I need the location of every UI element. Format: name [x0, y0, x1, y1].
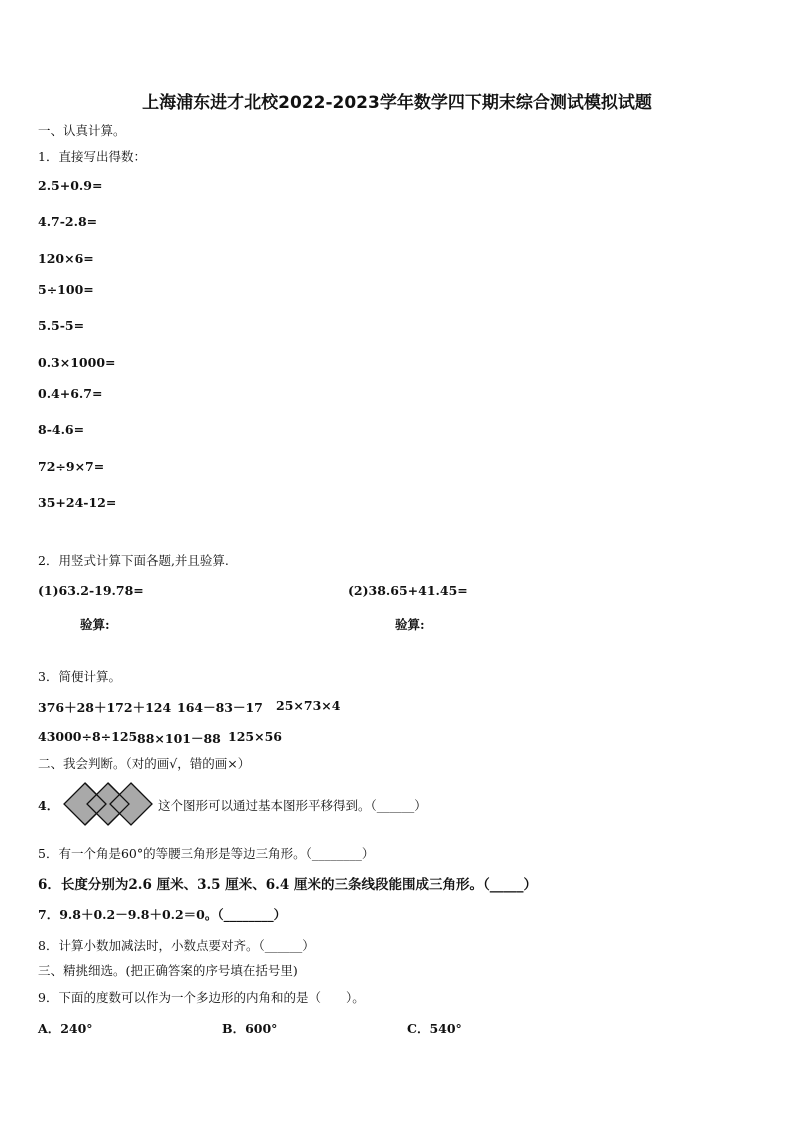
check-label-2: 验算: — [395, 617, 425, 632]
section-1-heading: 一、认真计算。 — [38, 123, 126, 138]
section-3-heading: 三、精挑细选。(把正确答案的序号填在括号里) — [38, 963, 298, 978]
page-title: 上海浦东进才北校2022-2023学年数学四下期末综合测试模拟试题 — [142, 93, 652, 113]
simplify-item: 164－83－17 — [177, 700, 263, 715]
option-c: C．540° — [407, 1021, 462, 1036]
question-7: 7．9.8＋0.2－9.8＋0.2＝0。（________） — [38, 907, 287, 922]
question-6: 6．长度分别为2.6 厘米、3.5 厘米、6.4 厘米的三条线段能围成三角形。（_____） — [38, 877, 537, 893]
question-9: 9．下面的度数可以作为一个多边形的内角和的是（ ）。 — [38, 990, 365, 1005]
calc-item: 35+24-12= — [38, 495, 117, 510]
calc-item: 0.3×1000= — [38, 355, 116, 370]
simplify-item: 43000÷8÷125 — [38, 729, 138, 744]
vertical-calc-1: (1)63.2-19.78= — [38, 583, 144, 598]
question-2-prompt: 2．用竖式计算下面各题,并且验算. — [38, 553, 229, 568]
question-4-text: 这个图形可以通过基本图形平移得到。（______） — [158, 798, 427, 813]
question-3-prompt: 3．简便计算。 — [38, 669, 121, 684]
question-8: 8．计算小数加减法时，小数点要对齐。（______） — [38, 938, 315, 953]
question-4-number: 4． — [38, 798, 60, 813]
diamond-shape — [110, 783, 152, 825]
calc-item: 0.4+6.7= — [38, 386, 103, 401]
calc-item: 4.7-2.8= — [38, 214, 98, 229]
calc-item: 120×6= — [38, 251, 94, 266]
simplify-item: 376＋28＋172＋124 — [38, 700, 172, 715]
calc-item: 72÷9×7= — [38, 459, 105, 474]
simplify-item: 125×56 — [228, 729, 282, 744]
calc-item: 5÷100= — [38, 282, 94, 297]
diamond-pattern-figure — [62, 781, 154, 827]
simplify-item: 88×101－88 — [137, 731, 221, 746]
option-b: B．600° — [222, 1021, 278, 1036]
question-5: 5．有一个角是60°的等腰三角形是等边三角形。（________） — [38, 846, 375, 861]
vertical-calc-2: (2)38.65+41.45= — [348, 583, 468, 598]
simplify-item: 25×73×4 — [276, 698, 341, 713]
calc-item: 8-4.6= — [38, 422, 85, 437]
question-1-prompt: 1．直接写出得数： — [38, 149, 146, 164]
option-a: A．240° — [38, 1021, 93, 1036]
check-label-1: 验算: — [80, 617, 110, 632]
calc-item: 2.5+0.9= — [38, 178, 103, 193]
section-2-heading: 二、我会判断。（对的画√，错的画×） — [38, 756, 251, 771]
calc-item: 5.5-5= — [38, 318, 85, 333]
